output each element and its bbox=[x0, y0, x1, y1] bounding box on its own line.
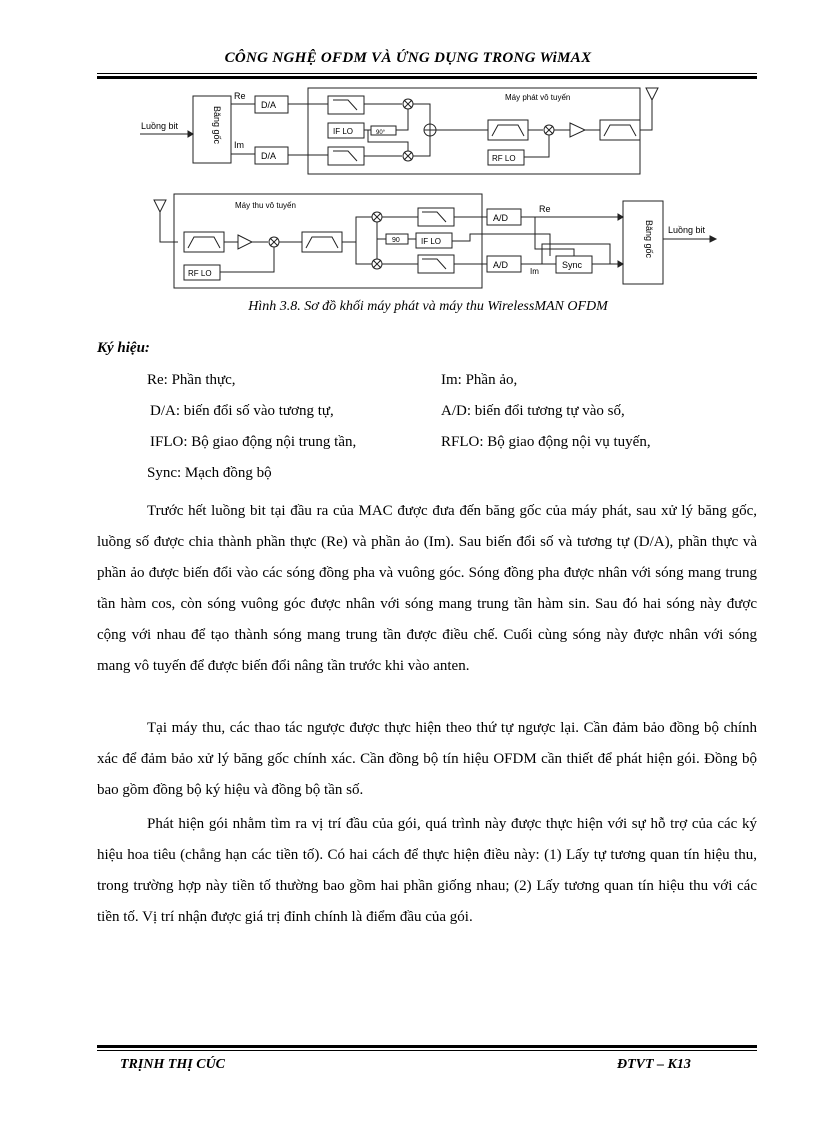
rx-baseband-block bbox=[623, 201, 663, 284]
tx-bandpass-filter bbox=[488, 120, 528, 140]
page-header-title: CÔNG NGHỆ OFDM VÀ ỨNG DỤNG TRONG WiMAX bbox=[224, 50, 592, 66]
rx-rf-lo-label: RF LO bbox=[188, 269, 212, 278]
footer-class-code: ĐTVT – K13 bbox=[617, 1057, 691, 1072]
tx-output-filter bbox=[600, 120, 640, 140]
tx-baseband-block bbox=[193, 96, 231, 163]
rx-adc-im-label: A/D bbox=[493, 260, 509, 270]
tx-radio-frame bbox=[308, 88, 640, 174]
footer-rule-thick bbox=[97, 1045, 757, 1048]
tx-radio-label: Máy phát vô tuyến bbox=[505, 93, 571, 102]
body-paragraph-2: Tại máy thu, các thao tác ngược được thực hiện theo thứ tự ngược lại. Cần đảm bảo đồng bộ chính xác để đảm bảo xử lý băng gốc chính xác. Cần đồng bộ tín hiệu OFDM cần thiết để phát hiện gói. Đồng bộ bao gồm đồng bộ ký hiệu và đồng bộ tần số. bbox=[97, 720, 757, 798]
rx-if-lo-label: IF LO bbox=[421, 237, 442, 246]
legend-row bbox=[147, 372, 767, 403]
footer-rule-thin bbox=[97, 1050, 757, 1051]
rx-antenna-icon bbox=[154, 200, 166, 212]
legend-heading: Ký hiệu: bbox=[97, 340, 150, 356]
rx-phase-label: 90 bbox=[392, 237, 400, 244]
body-paragraph-3: Phát hiện gói nhằm tìm ra vị trí đầu của gói, quá trình này được thực hiện với sự hỗ trợ của các ký hiệu hoa tiêu (chẳng hạn các tiền tố). Có hai cách để thực hiện điều này: (1) Lấy tự tương quan tín hiệu thu, trong trường hợp này tiền tố thường bao gồm hai phần giống nhau; (2) Lấy tương quan tín hiệu thu với các tiền tố. Vị trí nhận được giá trị đỉnh chính là điểm đầu của gói. bbox=[97, 816, 757, 925]
tx-im-label: Im bbox=[234, 140, 244, 150]
tx-lowpass-filter-re bbox=[328, 96, 364, 114]
rx-if-filter bbox=[302, 232, 342, 252]
tx-rf-lo-label: RF LO bbox=[492, 154, 516, 163]
legend-list bbox=[147, 372, 767, 496]
rx-output-label: Luồng bit bbox=[668, 225, 706, 235]
header-rule-thick bbox=[97, 76, 757, 79]
tx-dac-im-label: D/A bbox=[261, 151, 277, 161]
legend-item-re: Re: Phần thực, bbox=[147, 372, 236, 388]
figure-caption: Hình 3.8. Sơ đồ khối máy phát và máy thu WirelessMAN OFDM bbox=[248, 299, 608, 314]
rx-baseband-label: Băng gốc bbox=[644, 220, 654, 259]
tx-phase-label: 90° bbox=[376, 130, 386, 136]
legend-row bbox=[147, 465, 767, 496]
tx-input-label: Luồng bit bbox=[141, 121, 179, 131]
tx-baseband-label: Băng gốc bbox=[212, 106, 222, 145]
rx-lowpass-filter-im bbox=[418, 255, 454, 273]
footer-author: TRỊNH THỊ CÚC bbox=[120, 1057, 226, 1072]
ofdm-block-diagram bbox=[130, 84, 730, 296]
legend-row bbox=[147, 403, 767, 434]
rx-amplifier bbox=[238, 235, 252, 249]
tx-if-lo-label: IF LO bbox=[333, 127, 354, 136]
tx-re-label: Re bbox=[234, 91, 246, 101]
rx-sync-label: Sync bbox=[562, 260, 583, 270]
legend-row bbox=[147, 434, 767, 465]
legend-item-iflo: IFLO: Bộ giao động nội trung tần, bbox=[150, 434, 357, 450]
tx-lowpass-filter-im bbox=[328, 147, 364, 165]
legend-item-ad: A/D: biến đổi tương tự vào số, bbox=[441, 403, 625, 419]
rx-re-label: Re bbox=[539, 204, 551, 214]
rx-radio-label: Máy thu vô tuyến bbox=[235, 201, 296, 210]
rx-lowpass-filter-re bbox=[418, 208, 454, 226]
header-rule-thin bbox=[97, 73, 757, 74]
tx-antenna-icon bbox=[646, 88, 658, 100]
body-paragraph-1: Trước hết luồng bit tại đầu ra của MAC được đưa đến băng gốc của máy phát, sau xử lý băng gốc, luồng số được chia thành phần thực (Re) và phần ảo (Im). Sau biến đổi số và tương tự (D/A), phần thực và phần ảo được biến đổi vào các sóng đồng pha và vuông góc. Sóng đồng pha được nhân với sóng mang trung tần hàm cos, còn sóng vuông góc được nhân với sóng mang trung tần hàm sin. Sau đó hai sóng này được cộng với nhau để tạo thành sóng mang trung tần được điều chế. Cuối cùng sóng này được nhân với sóng mang vô tuyến để được biến đổi nâng tần trước khi vào anten. bbox=[97, 503, 757, 674]
tx-dac-re-label: D/A bbox=[261, 100, 277, 110]
rx-adc-re-label: A/D bbox=[493, 213, 509, 223]
tx-amplifier bbox=[570, 123, 585, 137]
legend-item-sync: Sync: Mạch đồng bộ bbox=[147, 465, 272, 481]
rx-im-label: Im bbox=[530, 267, 539, 276]
legend-item-rflo: RFLO: Bộ giao động nội vụ tuyến, bbox=[441, 434, 651, 450]
legend-item-da: D/A: biến đổi số vào tương tự, bbox=[150, 403, 334, 419]
rx-input-filter bbox=[184, 232, 224, 252]
legend-item-im: Im: Phần ảo, bbox=[441, 372, 518, 388]
